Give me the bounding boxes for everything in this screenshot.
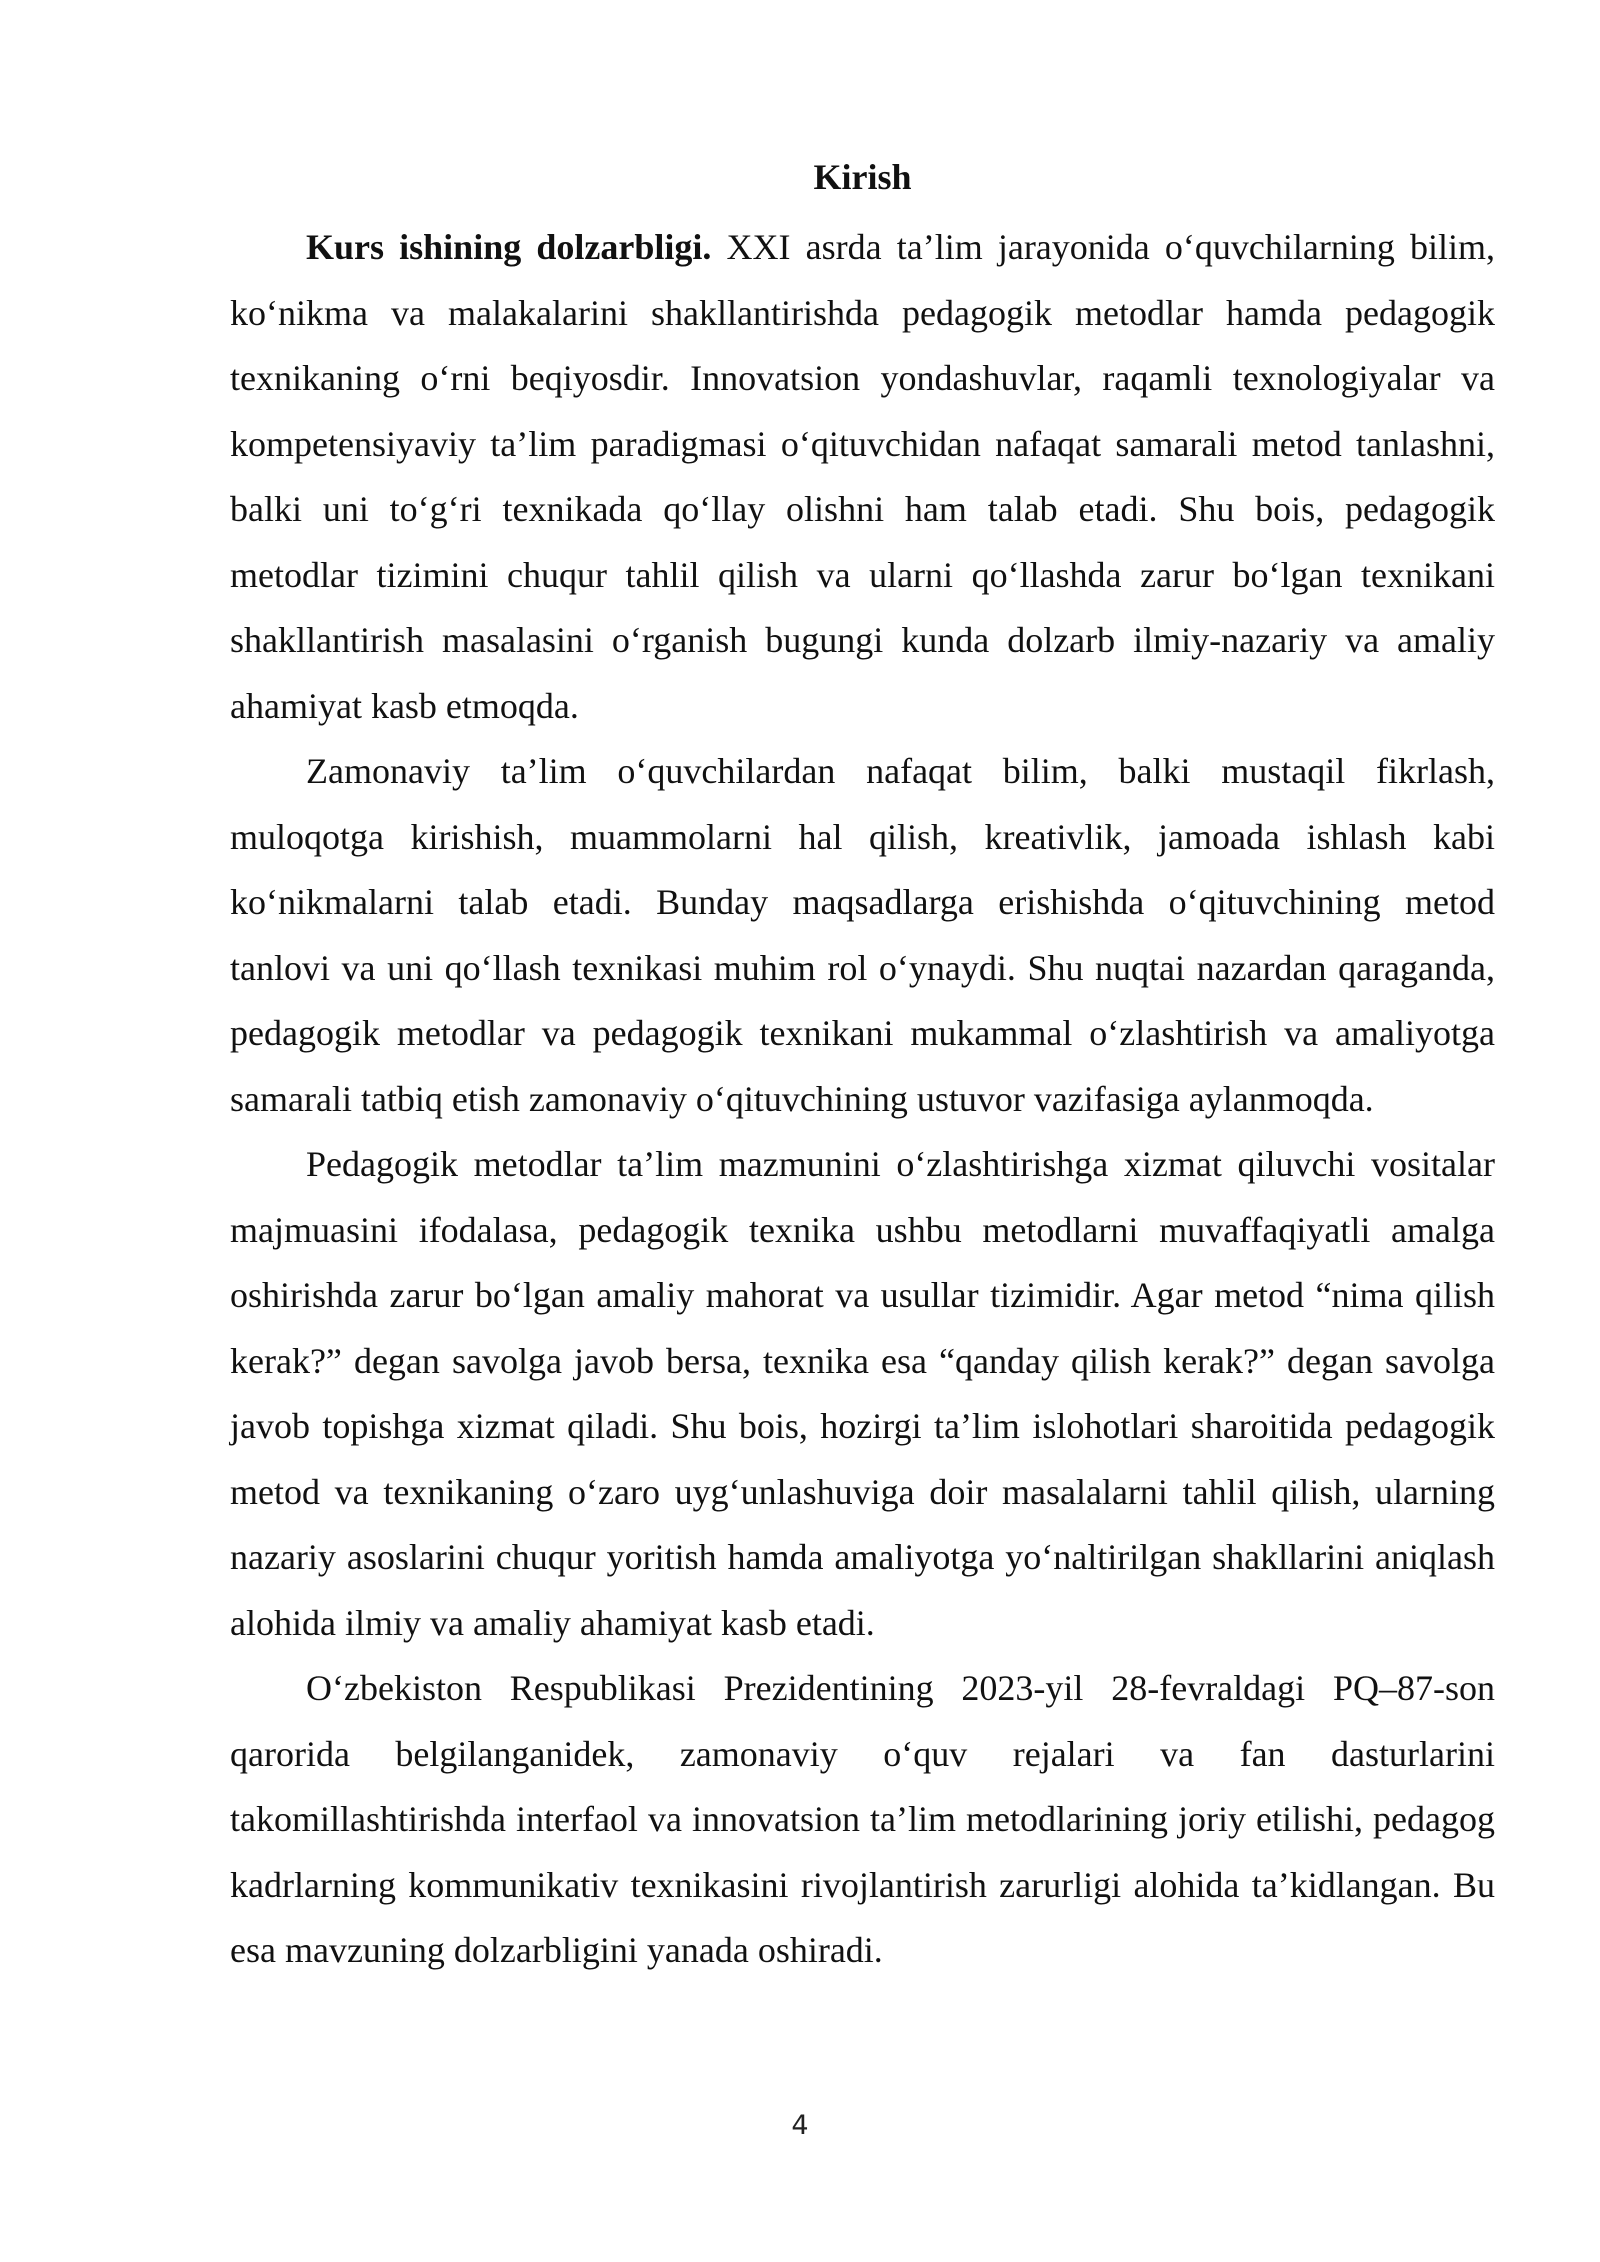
- page-content: [230, 150, 1495, 1984]
- paragraph-text: Zamonaviy ta’lim o‘quvchilardan nafaqat bilim, balki mustaqil fikrlash, muloqotga kirishish, muammolarni hal qilish, kreativlik, jamoada ishlash kabi ko‘nikmalarni talab etadi. Bunday maqsadlarga erishishda o‘qituvchining metod tanlovi va uni qo‘llash texnikasi muhim rol o‘ynaydi. Shu nuqtai nazardan qaraganda, pedagogik metodlar va pedagogik texnikani mukammal o‘zlashtirish va amaliyotga samarali tatbiq etish zamonaviy o‘qituvchining ustuvor vazifasiga aylanmoqda.: [230, 751, 1495, 1119]
- page-number: 4: [791, 2110, 809, 2141]
- paragraph-text: Pedagogik metodlar ta’lim mazmunini o‘zlashtirishga xizmat qiluvchi vositalar majmuasini ifodalasa, pedagogik texnika ushbu metodlarni muvaffaqiyatli amalga oshirishda zarur bo‘lgan amaliy mahorat va usullar tizimidir. Agar metod “nima qilish kerak?” degan savolga javob bersa, texnika esa “qanday qilish kerak?” degan savolga javob topishga xizmat qiladi. Shu bois, hozirgi ta’lim islohotlari sharoitida pedagogik metod va texnikaning o‘zaro uyg‘unlashuviga doir masalalarni tahlil qilish, ularning nazariy asoslarini chuqur yoritish hamda amaliyotga yo‘naltirilgan shakllarini aniqlash alohida ilmiy va amaliy ahamiyat kasb etadi.: [230, 1144, 1495, 1643]
- paragraph-4: [230, 1656, 1495, 1984]
- paragraph-3: [230, 1132, 1495, 1656]
- section-heading: Kirish: [813, 157, 912, 197]
- paragraph-text: XXI asrda ta’lim jarayonida o‘quvchilarning bilim, ko‘nikma va malakalarini shakllantirishda pedagogik metodlar hamda pedagogik texnikaning o‘rni beqiyosdir. Innovatsion yondashuvlar, raqamli texnologiyalar va kompetensiyaviy ta’lim paradigmasi o‘qituvchidan nafaqat samarali metod tanlashni, balki uni to‘g‘ri texnikada qo‘llay olishni ham talab etadi. Shu bois, pedagogik metodlar tizimini chuqur tahlil qilish va ularni qo‘llashda zarur bo‘lgan texnikani shakllantirish masalasini o‘rganish bugungi kunda dolzarb ilmiy-nazariy va amaliy ahamiyat kasb etmoqda.: [230, 227, 1495, 726]
- paragraph-2: [230, 739, 1495, 1132]
- paragraph-1: [230, 215, 1495, 739]
- paragraph-text: O‘zbekiston Respublikasi Prezidentining 2023-yil 28-fevraldagi PQ–87-son qarorida belgilanganidek, zamonaviy o‘quv rejalari va fan dasturlarini takomillashtirishda interfaol va innovatsion ta’lim metodlarining joriy etilishi, pedagog kadrlarning kommunikativ texnikasini rivojlantirish zarurligi alohida ta’kidlangan. Bu esa mavzuning dolzarbligini yanada oshiradi.: [230, 1668, 1495, 1970]
- paragraph-lead: Kurs ishining dolzarbligi.: [306, 227, 712, 267]
